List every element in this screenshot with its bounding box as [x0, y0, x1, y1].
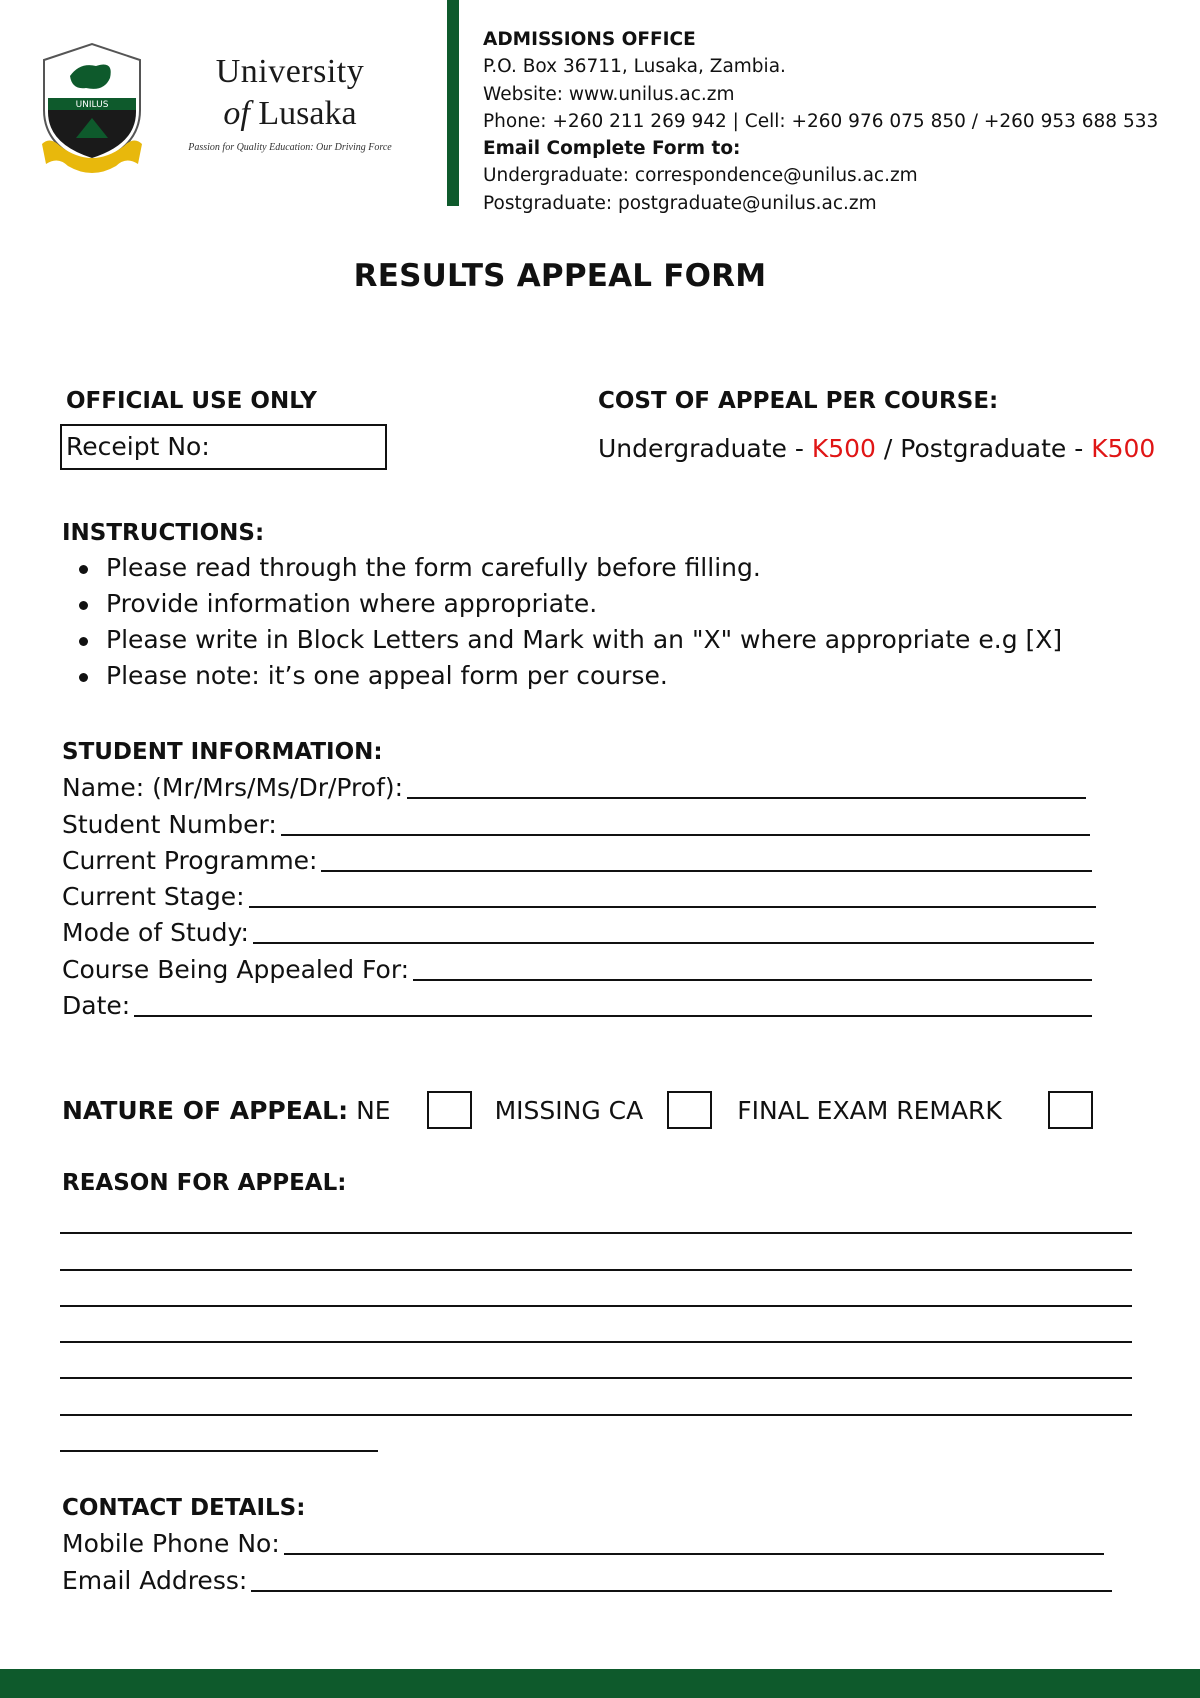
email-address-field-row [62, 1559, 1112, 1595]
reason-line[interactable] [60, 1271, 1132, 1307]
reason-line[interactable] [60, 1198, 1132, 1234]
phone-text: Phone: +260 211 269 942 | Cell: +260 976 075 850 / +260 953 688 533 [483, 110, 1159, 132]
student-number-input-line[interactable] [281, 812, 1090, 836]
crest-text: UNILUS [75, 100, 109, 110]
reason-line[interactable] [60, 1416, 378, 1452]
contact-details-heading: CONTACT DETAILS: [62, 1495, 306, 1521]
current-programme-field-row [62, 840, 1102, 876]
mode-of-study-input-line[interactable] [253, 920, 1094, 944]
receipt-number-label: Receipt No: [66, 432, 210, 461]
course-appealed-label: Course Being Appealed For: [62, 954, 410, 984]
date-field-row [62, 985, 1102, 1021]
student-information-section [62, 737, 1102, 1021]
instructions-heading: INSTRUCTIONS: [62, 520, 265, 546]
current-stage-label: Current Stage: [62, 882, 245, 912]
reason-for-appeal-heading: REASON FOR APPEAL: [62, 1170, 347, 1196]
mobile-phone-input-line[interactable] [284, 1531, 1104, 1555]
email-address-label: Email Address: [62, 1565, 248, 1595]
postgrad-cost-label: Postgraduate - [900, 434, 1092, 463]
university-name [170, 52, 410, 153]
date-label: Date: [62, 991, 131, 1021]
header-divider-bar [447, 0, 459, 206]
current-stage-field-row [62, 876, 1102, 912]
official-use-heading: OFFICIAL USE ONLY [66, 388, 317, 414]
mode-of-study-label: Mode of Study: [62, 918, 249, 948]
instruction-item: Please note: it’s one appeal form per course. [62, 658, 1062, 694]
student-number-field-row [62, 803, 1102, 839]
email-address-input-line[interactable] [251, 1568, 1112, 1592]
contact-details-section [62, 1493, 1112, 1596]
instruction-item: Provide information where appropriate. [62, 586, 1062, 622]
course-appealed-input-line[interactable] [413, 957, 1092, 981]
reason-line[interactable] [60, 1343, 1132, 1379]
university-name-line1: University [215, 53, 365, 90]
instructions-list [62, 550, 1062, 694]
university-crest-logo [40, 40, 144, 180]
email-heading: Email Complete Form to: [483, 138, 741, 160]
reason-for-appeal-lines[interactable] [60, 1198, 1132, 1452]
university-tagline: Passion for Quality Education: Our Driving Force [188, 142, 392, 153]
name-field-row [62, 767, 1102, 803]
reason-line[interactable] [60, 1234, 1132, 1270]
current-programme-input-line[interactable] [321, 848, 1092, 872]
instruction-item: Please write in Block Letters and Mark with an "X" where appropriate e.g [X] [62, 622, 1062, 658]
cost-of-appeal-heading: COST OF APPEAL PER COURSE: [598, 388, 999, 414]
name-label: Name: (Mr/Mrs/Ms/Dr/Prof): [62, 773, 404, 803]
cost-of-appeal-line [598, 434, 1155, 463]
name-input-line[interactable] [407, 775, 1086, 799]
student-information-heading: STUDENT INFORMATION: [62, 739, 383, 765]
option-missing-ca-label: MISSING CA [494, 1095, 644, 1125]
university-name-line2 [170, 92, 410, 136]
undergrad-cost-amount: K500 [811, 434, 876, 463]
admissions-office-heading: ADMISSIONS OFFICE [483, 29, 696, 50]
instruction-item: Please read through the form carefully before filling. [62, 550, 1062, 586]
course-appealed-field-row [62, 948, 1102, 984]
nature-of-appeal-label: NATURE OF APPEAL: [62, 1095, 349, 1125]
admissions-contact-block [483, 26, 1158, 217]
website-text: Website: www.unilus.ac.zm [483, 83, 735, 105]
postgrad-cost-amount: K500 [1091, 434, 1156, 463]
missing-ca-checkbox[interactable] [667, 1091, 712, 1129]
ne-checkbox[interactable] [427, 1091, 472, 1129]
form-title: RESULTS APPEAL FORM [353, 258, 767, 294]
undergrad-cost-label: Undergraduate - [598, 434, 812, 463]
reason-line[interactable] [60, 1307, 1132, 1343]
footer-bar [0, 1669, 1200, 1698]
instructions-section [62, 520, 1062, 694]
postal-address: P.O. Box 36711, Lusaka, Zambia. [483, 56, 786, 78]
option-final-exam-remark-label: FINAL EXAM REMARK [737, 1095, 1002, 1125]
receipt-number-field[interactable] [60, 424, 387, 470]
final-exam-remark-checkbox[interactable] [1048, 1091, 1093, 1129]
mobile-phone-label: Mobile Phone No: [62, 1529, 280, 1559]
reason-line[interactable] [60, 1379, 1132, 1415]
date-input-line[interactable] [134, 993, 1092, 1017]
nature-of-appeal-row [62, 1090, 1093, 1130]
current-programme-label: Current Programme: [62, 845, 318, 875]
postgraduate-email: Postgraduate: postgraduate@unilus.ac.zm [483, 192, 877, 214]
mode-of-study-field-row [62, 912, 1102, 948]
option-ne-label: NE [356, 1095, 391, 1125]
university-of-word: of [223, 95, 250, 132]
current-stage-input-line[interactable] [249, 884, 1096, 908]
student-number-label: Student Number: [62, 809, 277, 839]
university-lusaka-word: Lusaka [258, 95, 357, 132]
undergraduate-email: Undergraduate: correspondence@unilus.ac.zm [483, 165, 918, 187]
cost-separator: / [875, 434, 901, 463]
mobile-phone-field-row [62, 1523, 1112, 1559]
